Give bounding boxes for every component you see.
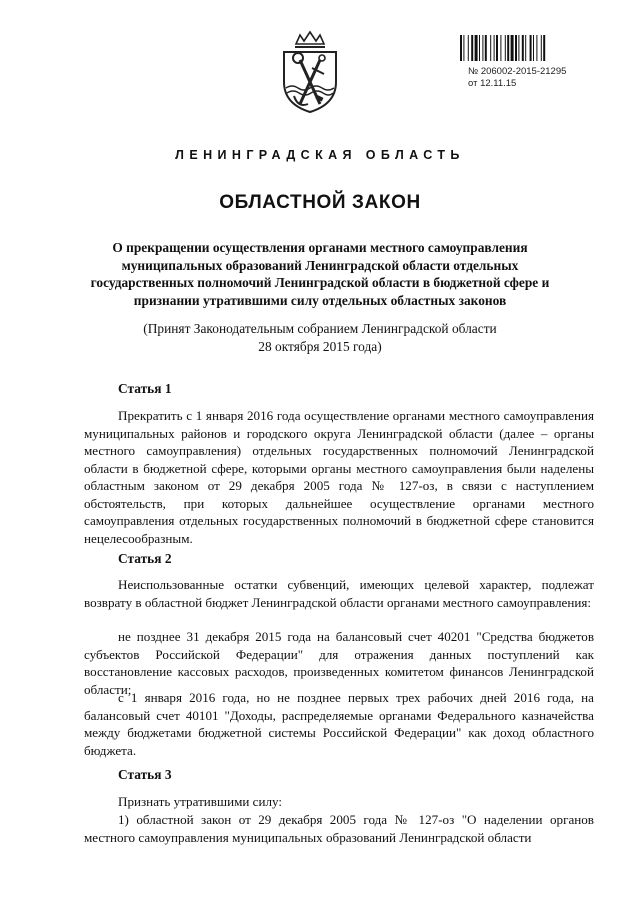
coat-of-arms-emblem: [278, 30, 342, 114]
article-1-heading: Статья 1: [118, 381, 172, 396]
registration-date: от 12.11.15: [468, 78, 517, 89]
barcode-image: [460, 35, 588, 61]
article-3-paragraph-2: 1) областной закон от 29 декабря 2005 года № 127-оз "О наделении органов местного самоуправления муниципальных образований Ленинградской области: [84, 812, 594, 845]
article-2-heading: Статья 2: [118, 551, 172, 566]
adoption-note-line-2: 28 октября 2015 года): [258, 338, 382, 354]
article-1-paragraph-1: Прекратить с 1 января 2016 года осуществление органами местного самоуправления муниципальных районов и городского округа Ленинградской области (далее – органы местного самоуправления) отдельных государственных полномочий Ленинградской области в бюджетной сфере, которыми органы местного самоуправления были наделены областным законом от 29 декабря 2005 года № 127-оз, в связи с наступлением обстоятельств, при которых дальнейшее осуществление органами местного самоуправления отдельных государственных полномочий в бюджетной сфере становится нецелесообразным.: [84, 408, 594, 546]
article-2-paragraph-3: с 1 января 2016 года, но не позднее первых трех рабочих дней 2016 года, на балансовый счет 40101 "Доходы, распределяемые органами Федерального казначейства между бюджетами бюджетной системы Российской Федерации" как доход областного бюджета.: [84, 690, 594, 758]
article-3-paragraph-1: Признать утратившими силу:: [118, 794, 283, 809]
article-3-heading: Статья 3: [118, 767, 172, 782]
article-2-paragraph-1: Неиспользованные остатки субвенций, имеющих целевой характер, подлежат возврату в областной бюджет Ленинградской области органами местного самоуправления:: [84, 577, 594, 610]
region-name: ЛЕНИНГРАДСКАЯ ОБЛАСТЬ: [175, 148, 465, 162]
adoption-note-line-1: (Принят Законодательным собранием Ленинградской области: [143, 321, 497, 336]
law-title: О прекращении осуществления органами местного самоуправления муниципальных образований Ленинградской области отдельных государственных полномочий Ленинградской области в бюджетной сфере и признании утратившими силу отдельных областных законов: [90, 240, 550, 308]
document-type-title: ОБЛАСТНОЙ ЗАКОН: [219, 192, 421, 213]
adoption-note: [70, 320, 570, 355]
article-2-paragraph-2: не позднее 31 декабря 2015 года на балансовый счет 40201 "Средства бюджетов субъектов Российской Федерации" для отражения данных поступлений как восстановление кассовых расходов, произведенных комитетом финансов Ленинградской области;: [84, 629, 594, 697]
registration-number: № 206002-2015-21295: [468, 66, 567, 77]
